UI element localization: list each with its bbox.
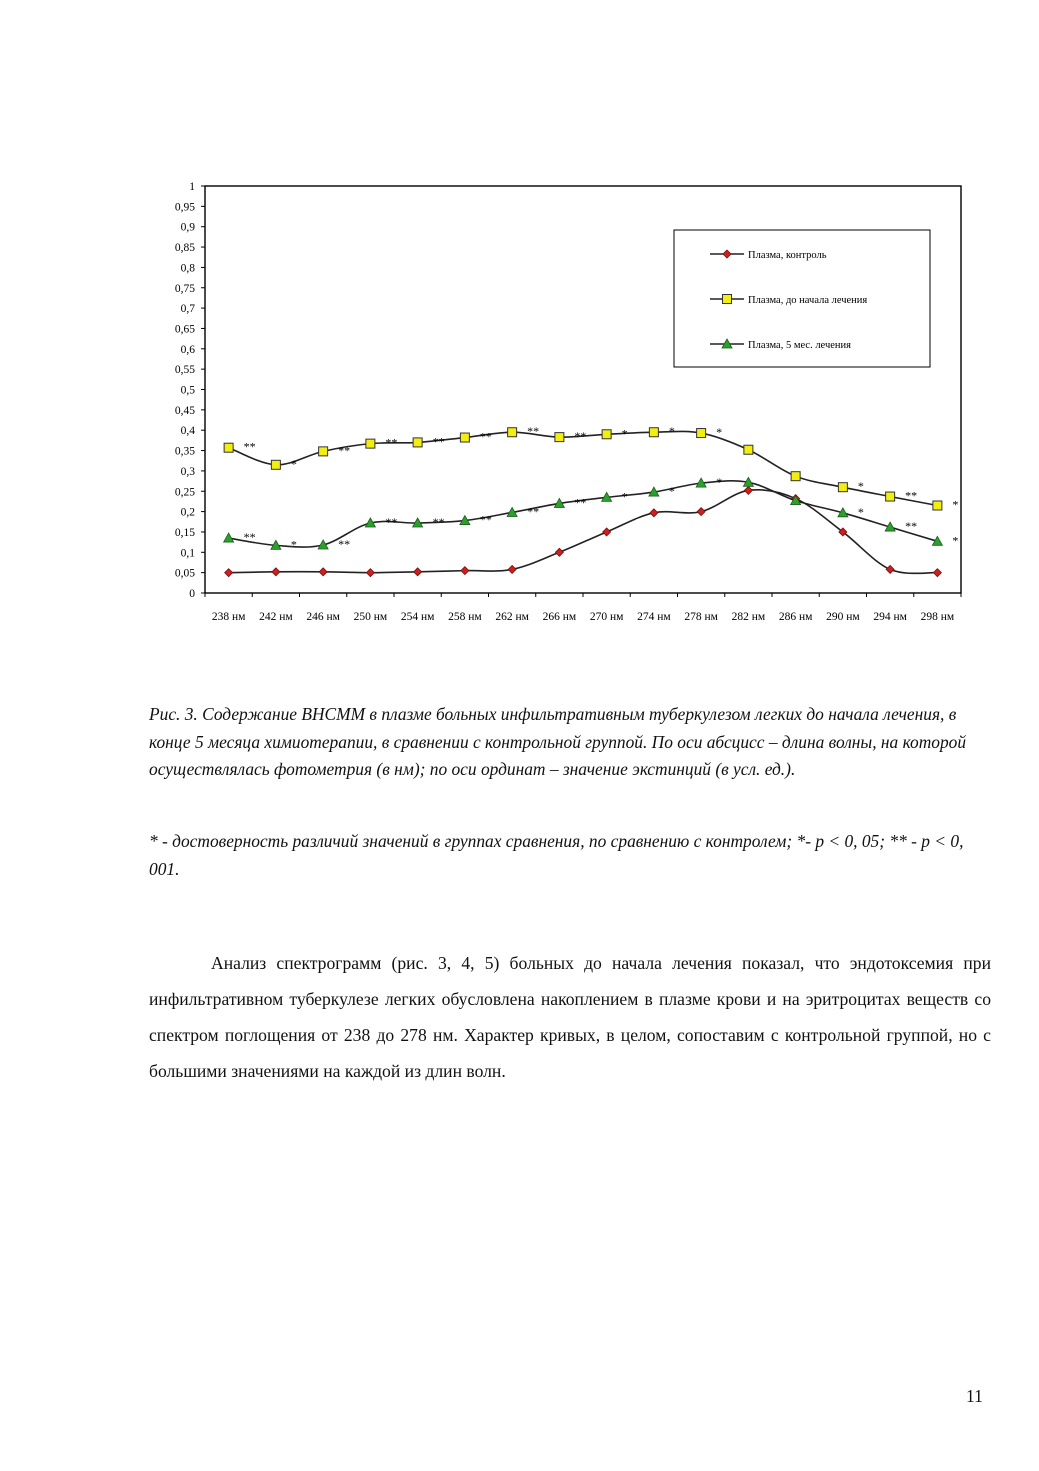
- body-paragraph: Анализ спектрограмм (рис. 3, 4, 5) больных до начала лечения показал, что эндотоксемия при инфильтративном туберкулезе легких обусловлена накоплением в плазме крови и на эритроцитах веществ со спектром поглощения от 238 до 278 нм. Характер кривых, в целом, сопоставим с контрольной группой, но с большими значениями на каждой из длин волн.: [149, 953, 991, 1081]
- y-tick-label: 0,1: [180, 547, 195, 560]
- significance-label: *: [668, 424, 675, 439]
- significance-label: **: [385, 435, 398, 450]
- x-tick-label: 278 нм: [684, 611, 718, 623]
- data-point: [791, 472, 800, 481]
- significance-label: *: [290, 456, 297, 471]
- y-tick-label: 0,45: [174, 404, 195, 417]
- significance-label: **: [905, 519, 918, 534]
- y-tick-label: 0,95: [174, 201, 195, 214]
- significance-label: *: [621, 426, 628, 441]
- x-tick-label: 282 нм: [731, 611, 766, 623]
- y-tick-label: 0,7: [180, 303, 195, 316]
- figure-caption: Рис. 3. Содержание ВНСММ в плазме больных инфильтративным туберкулезом легких до начала лечения, в конце 5 месяца химиотерапии, в сравнении с контрольной группой. По оси абсцисс – длина волны, на которой осуществлялась фотометрия (в нм); по оси ординат – значение экстинций (в усл. ед.).: [149, 704, 967, 779]
- significance-note: * - достоверность различий значений в группах сравнения, по сравнению с контролем; *- p < 0, 05; ** - p < 0, 001.: [149, 831, 964, 879]
- data-point: [366, 439, 375, 448]
- significance-label: **: [527, 424, 540, 439]
- significance-label: **: [905, 488, 918, 503]
- x-tick-label: 238 нм: [211, 611, 246, 623]
- data-point: [319, 447, 328, 456]
- data-point: [555, 433, 564, 442]
- chart-legend: [674, 230, 930, 367]
- x-tick-label: 246 нм: [306, 611, 340, 623]
- page-number: 11: [966, 1386, 983, 1406]
- legend-label: Плазма, до начала лечения: [748, 295, 868, 306]
- data-point: [508, 428, 517, 437]
- significance-label: *: [290, 537, 297, 552]
- data-point: [555, 548, 563, 556]
- x-tick-label: 254 нм: [400, 611, 435, 623]
- y-tick-label: 0,75: [174, 282, 195, 295]
- y-tick-label: 0,35: [174, 445, 195, 458]
- x-tick-label: 274 нм: [637, 611, 671, 623]
- significance-label: *: [857, 479, 864, 494]
- y-tick-label: 0,8: [180, 262, 195, 275]
- y-tick-label: 0,55: [174, 364, 195, 377]
- significance-label: **: [338, 443, 351, 458]
- significance-label: *: [668, 484, 675, 499]
- y-tick-label: 0,5: [180, 384, 195, 397]
- data-point: [319, 568, 327, 576]
- data-point: [744, 445, 753, 454]
- x-tick-label: 270 нм: [589, 611, 624, 623]
- series-3: [224, 475, 959, 551]
- significance-label: **: [527, 504, 540, 519]
- data-point: [224, 443, 233, 452]
- x-tick-label: 266 нм: [542, 611, 577, 623]
- data-point: [414, 568, 422, 576]
- y-tick-label: 0,25: [174, 486, 195, 499]
- data-point: [933, 569, 941, 577]
- significance-label: *: [621, 489, 628, 504]
- y-tick-label: 0,6: [180, 343, 195, 356]
- x-tick-label: 258 нм: [448, 611, 482, 623]
- data-point: [838, 483, 847, 492]
- significance-label: **: [243, 530, 256, 545]
- data-point: [271, 460, 280, 469]
- x-tick-label: 250 нм: [353, 611, 388, 623]
- significance-label: *: [716, 425, 723, 440]
- x-tick-label: 242 нм: [259, 611, 293, 623]
- y-tick-label: 0,15: [174, 526, 195, 539]
- data-point: [508, 565, 516, 573]
- data-point: [723, 295, 732, 304]
- x-tick-label: 286 нм: [778, 611, 813, 623]
- data-point: [650, 509, 658, 517]
- significance-label: **: [574, 429, 587, 444]
- data-point: [225, 569, 233, 577]
- x-tick-label: 298 нм: [920, 611, 955, 623]
- data-point: [366, 569, 374, 577]
- data-point: [697, 508, 705, 516]
- y-tick-label: 0,2: [180, 506, 195, 519]
- y-tick-label: 0,85: [174, 242, 195, 255]
- data-point: [886, 492, 895, 501]
- significance-label: **: [338, 536, 351, 551]
- series-line: [229, 481, 938, 547]
- significance-label: *: [716, 475, 723, 490]
- data-point: [460, 433, 469, 442]
- chart-series: [224, 424, 959, 576]
- y-tick-label: 0: [189, 588, 195, 600]
- y-tick-label: 0,4: [180, 425, 195, 438]
- data-point: [224, 533, 234, 542]
- significance-label: **: [574, 495, 587, 510]
- y-tick-label: 0,3: [180, 465, 195, 478]
- y-tick-label: 0,9: [180, 221, 195, 234]
- x-tick-label: 290 нм: [826, 611, 860, 623]
- significance-label: *: [952, 497, 959, 512]
- significance-label: **: [432, 514, 445, 529]
- y-tick-label: 1: [189, 181, 195, 193]
- x-tick-label: 262 нм: [495, 611, 529, 623]
- data-point: [933, 501, 942, 510]
- data-point: [603, 528, 611, 536]
- data-point: [697, 429, 706, 438]
- spectrogram-chart: [150, 175, 970, 635]
- data-point: [461, 567, 469, 575]
- significance-label: *: [857, 504, 864, 519]
- legend-label: Плазма, 5 мес. лечения: [748, 340, 851, 351]
- significance-label: *: [952, 533, 959, 548]
- significance-label: **: [479, 512, 492, 527]
- x-tick-label: 294 нм: [873, 611, 907, 623]
- data-point: [602, 430, 611, 439]
- significance-label: **: [243, 439, 256, 454]
- data-point: [413, 438, 422, 447]
- data-point: [649, 428, 658, 437]
- significance-label: **: [479, 429, 492, 444]
- significance-label: **: [385, 514, 398, 529]
- significance-label: **: [432, 434, 445, 449]
- legend-label: Плазма, контроль: [748, 250, 827, 261]
- y-tick-label: 0,05: [174, 567, 195, 580]
- y-tick-label: 0,65: [174, 323, 195, 336]
- data-point: [744, 486, 752, 494]
- data-point: [272, 568, 280, 576]
- data-point: [886, 565, 894, 573]
